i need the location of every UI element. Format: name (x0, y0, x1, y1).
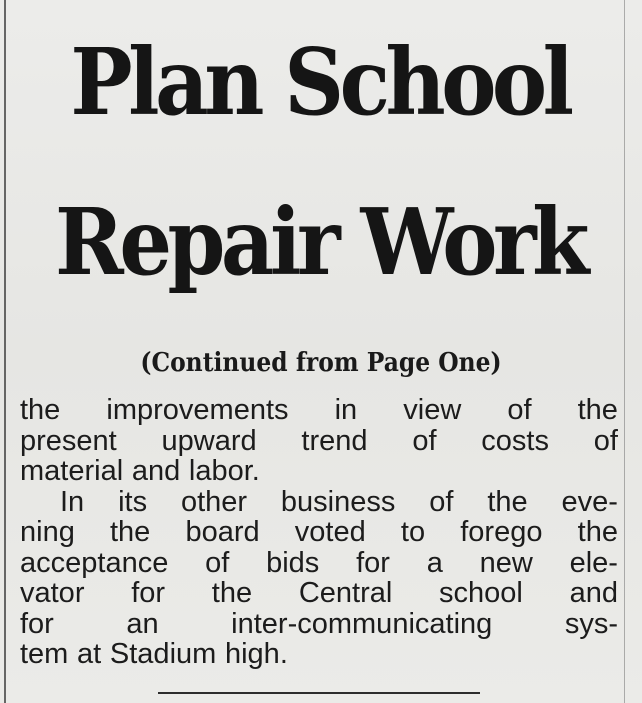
body-word: its (118, 485, 148, 518)
body-word: bids (266, 546, 320, 579)
body-word: ele- (569, 546, 618, 579)
body-word: In (60, 485, 85, 518)
body-word: voted (294, 516, 366, 548)
body-word: Central (298, 577, 393, 609)
body-word: for (20, 607, 54, 640)
body-word: costs (481, 424, 549, 457)
body-line (20, 456, 618, 487)
body-word: material (20, 455, 124, 487)
body-word: of (593, 424, 618, 457)
body-word: the (211, 577, 253, 609)
body-word: ning (20, 516, 75, 548)
body-word: and (131, 455, 181, 487)
body-line (20, 609, 618, 640)
body-word: Stadium (109, 638, 217, 670)
body-word: new (479, 546, 533, 579)
column-rule-left (4, 0, 6, 703)
body-word: of (507, 394, 532, 426)
body-word: improvements (106, 394, 289, 426)
body-line (20, 517, 618, 548)
body-line (20, 578, 618, 609)
body-word: sys- (564, 607, 618, 640)
article-body (20, 395, 618, 670)
body-word: the (109, 516, 151, 548)
body-line (20, 487, 618, 518)
body-word: the (577, 394, 618, 426)
body-word: view (403, 394, 462, 426)
body-word: a (426, 546, 443, 579)
body-word: upward (161, 424, 257, 457)
body-word: tem (20, 638, 69, 670)
body-word: vator (20, 577, 85, 609)
body-word: eve- (561, 485, 618, 518)
column-end-rule (158, 692, 480, 694)
body-word: trend (301, 424, 368, 457)
body-word: business (280, 485, 396, 518)
body-word: of (429, 485, 454, 518)
body-word: present (20, 424, 117, 457)
headline-line-1: Plan School (70, 28, 570, 136)
body-word: board (185, 516, 260, 548)
body-word: acceptance (20, 546, 169, 579)
continuation-subhead: (Continued from Page One) (140, 348, 502, 378)
body-word: the (577, 516, 618, 548)
body-word: to (400, 516, 426, 548)
body-word: forego (460, 516, 543, 548)
body-line (20, 639, 618, 670)
body-word: other (180, 485, 248, 518)
body-word: at (77, 638, 102, 670)
body-line (20, 395, 618, 426)
body-word: for (356, 546, 390, 579)
body-word: school (439, 577, 523, 609)
body-line (20, 548, 618, 579)
body-line (20, 426, 618, 457)
body-word: the (20, 394, 61, 426)
body-word: in (334, 394, 358, 426)
body-word: high. (224, 638, 288, 670)
body-word: labor. (188, 455, 260, 487)
body-word: the (487, 485, 528, 518)
body-word: of (412, 424, 437, 457)
body-word: of (205, 546, 230, 579)
body-word: an (126, 607, 159, 640)
body-word: inter-communicating (231, 607, 493, 640)
body-word: and (569, 577, 618, 609)
headline-line-2: Repair Work (55, 188, 585, 296)
body-word: for (131, 577, 166, 609)
column-rule-right (624, 0, 625, 703)
